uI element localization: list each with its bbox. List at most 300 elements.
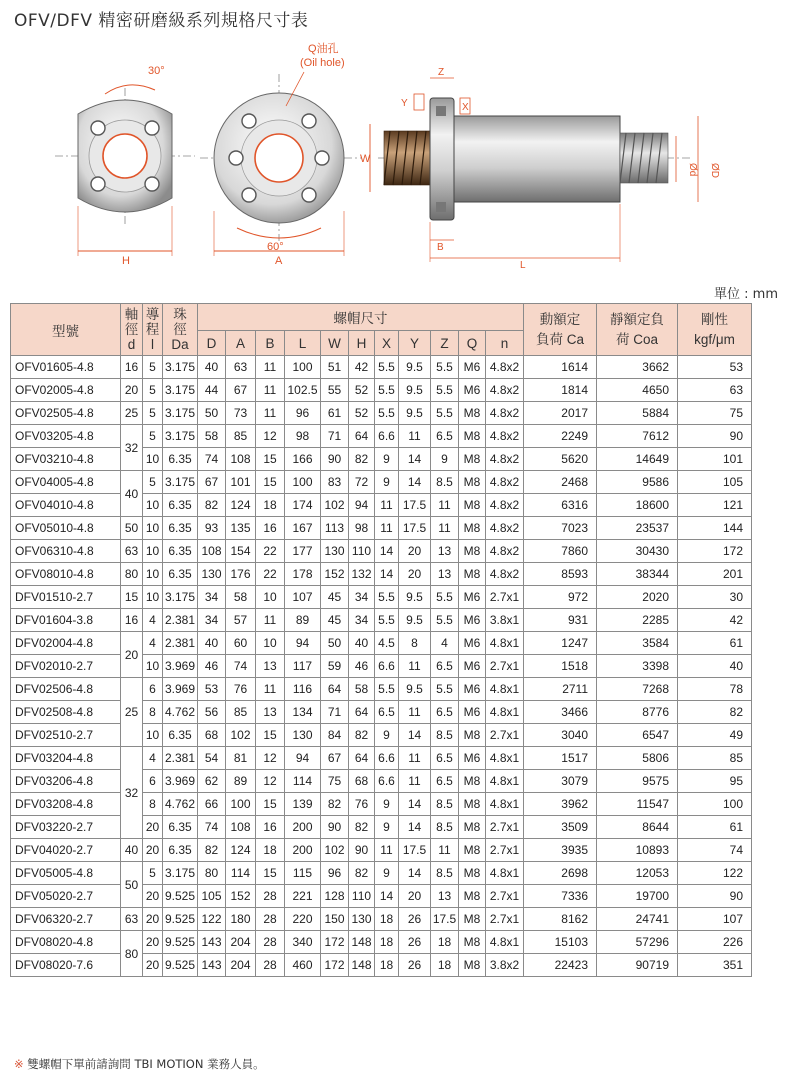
cell-l: 20	[143, 839, 163, 862]
cell-l: 100	[285, 471, 321, 494]
cell-q: M8	[459, 931, 486, 954]
cell-z: 8.5	[431, 816, 459, 839]
cell-d: 44	[198, 379, 226, 402]
cell-coa: 90719	[597, 954, 678, 977]
cell-ca: 1814	[524, 379, 597, 402]
cell-l: 5	[143, 379, 163, 402]
cell-q: M8	[459, 770, 486, 793]
cell-model: OFV08010-4.8	[11, 563, 121, 586]
cell-w: 45	[321, 609, 349, 632]
cell-d: 122	[198, 908, 226, 931]
cell-x: 9	[375, 724, 399, 747]
col-rigid-1: 剛性	[701, 311, 728, 327]
cell-a: 63	[226, 356, 256, 379]
cell-a: 58	[226, 586, 256, 609]
cell-ca: 3040	[524, 724, 597, 747]
cell-x: 5.5	[375, 356, 399, 379]
cell-x: 9	[375, 448, 399, 471]
cell-x: 9	[375, 862, 399, 885]
angle-60-label: 60°	[267, 241, 284, 253]
cell-y: 8	[399, 632, 431, 655]
col-nut-z: Z	[431, 331, 459, 356]
cell-z: 13	[431, 563, 459, 586]
cell-n: 4.8x2	[486, 356, 524, 379]
cell-l: 5	[143, 471, 163, 494]
cell-h: 82	[349, 448, 375, 471]
cell-z: 5.5	[431, 609, 459, 632]
cell-w: 83	[321, 471, 349, 494]
cell-model: DFV03206-4.8	[11, 770, 121, 793]
cell-shaft-d: 25	[121, 402, 143, 425]
cell-coa: 7268	[597, 678, 678, 701]
cell-w: 67	[321, 747, 349, 770]
cell-a: 114	[226, 862, 256, 885]
col-model: 型號	[11, 304, 121, 356]
cell-a: 76	[226, 678, 256, 701]
cell-x: 11	[375, 494, 399, 517]
cell-coa: 3662	[597, 356, 678, 379]
cell-a: 154	[226, 540, 256, 563]
cell-da: 2.381	[163, 609, 198, 632]
cell-coa: 5884	[597, 402, 678, 425]
cell-y: 20	[399, 563, 431, 586]
cell-w: 90	[321, 448, 349, 471]
cell-b: 22	[256, 563, 285, 586]
cell-ca: 7860	[524, 540, 597, 563]
cell-d: 108	[198, 540, 226, 563]
cell-h: 40	[349, 632, 375, 655]
cell-model: OFV03205-4.8	[11, 425, 121, 448]
cell-l: 10	[143, 540, 163, 563]
cell-q: M8	[459, 724, 486, 747]
cell-coa: 57296	[597, 931, 678, 954]
cell-da: 3.175	[163, 379, 198, 402]
cell-b: 15	[256, 724, 285, 747]
cell-ca: 931	[524, 609, 597, 632]
cell-z: 18	[431, 954, 459, 977]
cell-ca: 2017	[524, 402, 597, 425]
cell-d: 82	[198, 494, 226, 517]
cell-w: 172	[321, 954, 349, 977]
cell-model: DFV01604-3.8	[11, 609, 121, 632]
col-nut-b: B	[256, 331, 285, 356]
oil-hole-label-en: (Oil hole)	[300, 57, 345, 69]
cell-w: 64	[321, 678, 349, 701]
cell-z: 8.5	[431, 862, 459, 885]
cell-n: 3.8x1	[486, 609, 524, 632]
cell-ca: 2468	[524, 471, 597, 494]
col-lead	[143, 304, 163, 356]
cell-l: 4	[143, 747, 163, 770]
cell-z: 9	[431, 448, 459, 471]
col-static-load	[597, 304, 678, 356]
cell-l: 115	[285, 862, 321, 885]
cell-y: 17.5	[399, 517, 431, 540]
cell-z: 8.5	[431, 471, 459, 494]
cell-n: 4.8x1	[486, 678, 524, 701]
cell-q: M8	[459, 839, 486, 862]
cell-h: 68	[349, 770, 375, 793]
cell-z: 8.5	[431, 724, 459, 747]
cell-l: 10	[143, 517, 163, 540]
cell-z: 11	[431, 517, 459, 540]
table-row	[11, 747, 752, 770]
cell-h: 94	[349, 494, 375, 517]
cell-da: 3.175	[163, 356, 198, 379]
cell-y: 17.5	[399, 839, 431, 862]
cell-l: 10	[143, 655, 163, 678]
cell-coa: 11547	[597, 793, 678, 816]
cell-z: 8.5	[431, 793, 459, 816]
cell-n: 4.8x1	[486, 931, 524, 954]
cell-a: 176	[226, 563, 256, 586]
table-row	[11, 402, 752, 425]
cell-da: 4.762	[163, 701, 198, 724]
cell-rigidity: 90	[678, 885, 752, 908]
cell-x: 18	[375, 908, 399, 931]
cell-w: 61	[321, 402, 349, 425]
cell-da: 9.525	[163, 954, 198, 977]
cell-coa: 7612	[597, 425, 678, 448]
col-nut-w: W	[321, 331, 349, 356]
cell-h: 64	[349, 701, 375, 724]
cell-w: 113	[321, 517, 349, 540]
cell-ca: 3079	[524, 770, 597, 793]
cell-model: OFV04010-4.8	[11, 494, 121, 517]
cell-h: 58	[349, 678, 375, 701]
cell-z: 6.5	[431, 655, 459, 678]
table-row	[11, 471, 752, 494]
cell-shaft-d: 80	[121, 563, 143, 586]
cell-x: 5.5	[375, 678, 399, 701]
cell-y: 26	[399, 954, 431, 977]
cell-d: 68	[198, 724, 226, 747]
cell-h: 34	[349, 586, 375, 609]
cell-z: 5.5	[431, 356, 459, 379]
cell-y: 11	[399, 701, 431, 724]
cell-rigidity: 78	[678, 678, 752, 701]
cell-b: 16	[256, 816, 285, 839]
cell-l: 20	[143, 931, 163, 954]
cell-n: 4.8x2	[486, 425, 524, 448]
cell-shaft-d: 20	[121, 379, 143, 402]
cell-model: OFV05010-4.8	[11, 517, 121, 540]
cell-a: 100	[226, 793, 256, 816]
col-nut-q: Q	[459, 331, 486, 356]
cell-d: 67	[198, 471, 226, 494]
cell-da: 6.35	[163, 517, 198, 540]
cell-l: 6	[143, 770, 163, 793]
cell-l: 130	[285, 724, 321, 747]
cell-h: 52	[349, 402, 375, 425]
footnote	[14, 1056, 265, 1072]
cell-y: 14	[399, 793, 431, 816]
cell-h: 82	[349, 862, 375, 885]
cell-n: 4.8x2	[486, 494, 524, 517]
col-shaft-3: d	[127, 337, 136, 352]
cell-d: 58	[198, 425, 226, 448]
cell-shaft-d: 32	[121, 747, 143, 839]
cell-coa: 10893	[597, 839, 678, 862]
cell-da: 6.35	[163, 540, 198, 563]
cell-l: 20	[143, 954, 163, 977]
cell-coa: 6547	[597, 724, 678, 747]
cell-z: 6.5	[431, 425, 459, 448]
cell-l: 20	[143, 816, 163, 839]
cell-l: 117	[285, 655, 321, 678]
cell-h: 148	[349, 931, 375, 954]
cell-d: 80	[198, 862, 226, 885]
dim-d-label: Ød	[687, 163, 698, 177]
dim-z-label: Z	[438, 67, 445, 78]
cell-q: M6	[459, 356, 486, 379]
cell-l: 5	[143, 356, 163, 379]
side-view	[378, 67, 720, 271]
cell-d: 82	[198, 839, 226, 862]
cell-l: 102.5	[285, 379, 321, 402]
cell-l: 89	[285, 609, 321, 632]
nut-drawing	[0, 36, 800, 276]
cell-n: 4.8x2	[486, 379, 524, 402]
cell-x: 18	[375, 931, 399, 954]
cell-a: 204	[226, 954, 256, 977]
cell-q: M6	[459, 609, 486, 632]
cell-x: 5.5	[375, 609, 399, 632]
cell-l: 6	[143, 678, 163, 701]
cell-n: 4.8x1	[486, 862, 524, 885]
cell-ca: 1517	[524, 747, 597, 770]
cell-b: 11	[256, 609, 285, 632]
cell-a: 89	[226, 770, 256, 793]
cell-model: DFV02506-4.8	[11, 678, 121, 701]
cell-h: 82	[349, 816, 375, 839]
cell-w: 71	[321, 701, 349, 724]
cell-l: 10	[143, 448, 163, 471]
cell-d: 53	[198, 678, 226, 701]
cell-b: 10	[256, 632, 285, 655]
cell-l: 94	[285, 747, 321, 770]
cell-n: 4.8x2	[486, 540, 524, 563]
cell-l: 8	[143, 701, 163, 724]
cell-coa: 14649	[597, 448, 678, 471]
cell-rigidity: 100	[678, 793, 752, 816]
dim-y-label: Y	[401, 98, 408, 109]
cell-model: DFV04020-2.7	[11, 839, 121, 862]
cell-z: 18	[431, 931, 459, 954]
cell-shaft-d: 20	[121, 632, 143, 678]
cell-l: 10	[143, 563, 163, 586]
col-lead-1: 導	[145, 307, 160, 322]
cell-coa: 2020	[597, 586, 678, 609]
cell-model: OFV03210-4.8	[11, 448, 121, 471]
cell-x: 9	[375, 816, 399, 839]
cell-shaft-d: 16	[121, 609, 143, 632]
cell-da: 6.35	[163, 563, 198, 586]
cell-l: 94	[285, 632, 321, 655]
cell-q: M8	[459, 563, 486, 586]
cell-h: 110	[349, 885, 375, 908]
table-row	[11, 839, 752, 862]
cell-rigidity: 101	[678, 448, 752, 471]
cell-model: DFV02010-2.7	[11, 655, 121, 678]
cell-b: 22	[256, 540, 285, 563]
cell-y: 14	[399, 862, 431, 885]
cell-model: DFV06320-2.7	[11, 908, 121, 931]
col-nut-dims: 螺帽尺寸	[198, 304, 524, 331]
col-ball-1: 珠	[173, 307, 187, 322]
cell-b: 28	[256, 954, 285, 977]
cell-y: 20	[399, 885, 431, 908]
cell-n: 2.7x1	[486, 655, 524, 678]
front-view-trimmed	[55, 65, 195, 267]
cell-ca: 3962	[524, 793, 597, 816]
cell-d: 46	[198, 655, 226, 678]
cell-q: M8	[459, 494, 486, 517]
dim-x-label: X	[462, 102, 469, 113]
cell-da: 4.762	[163, 793, 198, 816]
cell-n: 4.8x1	[486, 747, 524, 770]
col-nut-l: L	[285, 331, 321, 356]
cell-coa: 9586	[597, 471, 678, 494]
cell-rigidity: 61	[678, 632, 752, 655]
cell-da: 3.969	[163, 770, 198, 793]
cell-h: 64	[349, 425, 375, 448]
cell-l: 174	[285, 494, 321, 517]
cell-n: 4.8x2	[486, 563, 524, 586]
cell-q: M6	[459, 701, 486, 724]
cell-d: 105	[198, 885, 226, 908]
cell-h: 90	[349, 839, 375, 862]
cell-l: 5	[143, 862, 163, 885]
cell-rigidity: 75	[678, 402, 752, 425]
cell-l: 20	[143, 885, 163, 908]
cell-b: 12	[256, 425, 285, 448]
cell-ca: 2698	[524, 862, 597, 885]
cell-h: 82	[349, 724, 375, 747]
cell-h: 148	[349, 954, 375, 977]
cell-l: 200	[285, 839, 321, 862]
cell-d: 74	[198, 448, 226, 471]
cell-q: M8	[459, 540, 486, 563]
cell-x: 5.5	[375, 402, 399, 425]
cell-q: M6	[459, 586, 486, 609]
cell-a: 85	[226, 701, 256, 724]
cell-n: 4.8x2	[486, 402, 524, 425]
col-nut-n: n	[486, 331, 524, 356]
col-shaft-1: 軸	[124, 307, 139, 322]
cell-y: 26	[399, 931, 431, 954]
cell-a: 124	[226, 839, 256, 862]
cell-d: 40	[198, 632, 226, 655]
col-stat-1: 靜額定負	[610, 311, 664, 327]
cell-w: 90	[321, 816, 349, 839]
cell-ca: 15103	[524, 931, 597, 954]
cell-rigidity: 121	[678, 494, 752, 517]
cell-coa: 8644	[597, 816, 678, 839]
col-nut-x: X	[375, 331, 399, 356]
col-nut-d: D	[198, 331, 226, 356]
dim-a-label: A	[275, 255, 283, 267]
cell-x: 9	[375, 793, 399, 816]
cell-w: 96	[321, 862, 349, 885]
cell-a: 124	[226, 494, 256, 517]
cell-a: 74	[226, 655, 256, 678]
cell-y: 14	[399, 471, 431, 494]
col-lead-3: l	[151, 337, 154, 352]
cell-model: OFV01605-4.8	[11, 356, 121, 379]
cell-w: 59	[321, 655, 349, 678]
cell-n: 4.8x2	[486, 517, 524, 540]
cell-coa: 38344	[597, 563, 678, 586]
cell-b: 12	[256, 770, 285, 793]
col-rigid-2: kgf/μm	[694, 331, 735, 347]
cell-shaft-d: 80	[121, 931, 143, 977]
front-view-round	[200, 41, 371, 267]
cell-coa: 4650	[597, 379, 678, 402]
cell-da: 3.969	[163, 678, 198, 701]
cell-coa: 23537	[597, 517, 678, 540]
cell-b: 28	[256, 908, 285, 931]
cell-h: 76	[349, 793, 375, 816]
cell-a: 135	[226, 517, 256, 540]
cell-z: 5.5	[431, 379, 459, 402]
cell-ca: 3466	[524, 701, 597, 724]
angle-30-label: 30°	[148, 65, 165, 77]
cell-h: 110	[349, 540, 375, 563]
cell-rigidity: 30	[678, 586, 752, 609]
cell-da: 6.35	[163, 724, 198, 747]
cell-b: 11	[256, 678, 285, 701]
cell-shaft-d: 15	[121, 586, 143, 609]
cell-q: M6	[459, 655, 486, 678]
cell-rigidity: 40	[678, 655, 752, 678]
cell-model: DFV02508-4.8	[11, 701, 121, 724]
cell-rigidity: 172	[678, 540, 752, 563]
cell-x: 5.5	[375, 379, 399, 402]
cell-z: 11	[431, 494, 459, 517]
cell-y: 11	[399, 747, 431, 770]
table-row	[11, 517, 752, 540]
cell-coa: 9575	[597, 770, 678, 793]
cell-b: 18	[256, 839, 285, 862]
cell-da: 9.525	[163, 908, 198, 931]
cell-rigidity: 82	[678, 701, 752, 724]
dim-h-label: H	[122, 255, 130, 267]
cell-l: 177	[285, 540, 321, 563]
cell-da: 9.525	[163, 885, 198, 908]
cell-shaft-d: 16	[121, 356, 143, 379]
cell-x: 6.5	[375, 701, 399, 724]
cell-y: 9.5	[399, 609, 431, 632]
cell-z: 5.5	[431, 402, 459, 425]
cell-b: 15	[256, 862, 285, 885]
cell-d: 34	[198, 609, 226, 632]
cell-ca: 8593	[524, 563, 597, 586]
col-nut-y: Y	[399, 331, 431, 356]
cell-w: 128	[321, 885, 349, 908]
cell-w: 50	[321, 632, 349, 655]
col-stat-2: 荷 Coa	[615, 331, 659, 347]
cell-w: 55	[321, 379, 349, 402]
cell-model: DFV02004-4.8	[11, 632, 121, 655]
cell-b: 10	[256, 586, 285, 609]
cell-l: 166	[285, 448, 321, 471]
cell-l: 220	[285, 908, 321, 931]
cell-a: 101	[226, 471, 256, 494]
cell-a: 108	[226, 448, 256, 471]
cell-n: 4.8x2	[486, 471, 524, 494]
cell-shaft-d: 40	[121, 471, 143, 517]
